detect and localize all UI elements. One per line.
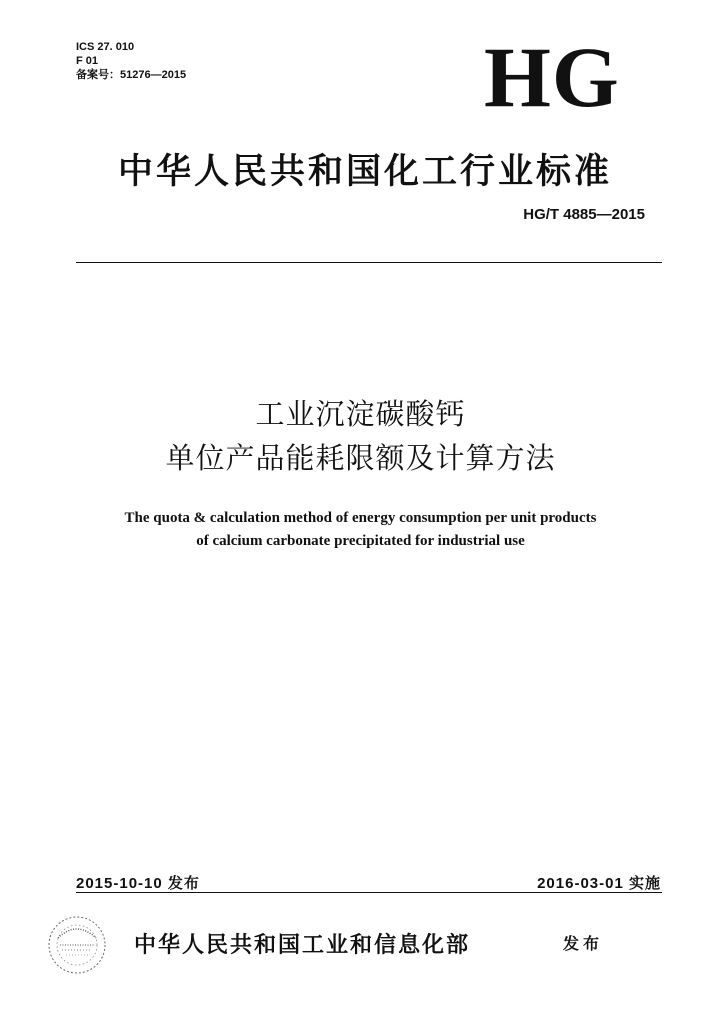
ics-code: ICS 27. 010	[76, 41, 135, 53]
implementation-date: 2016-03-01 实施	[537, 875, 661, 892]
document-title-cn-line1: 工业沉淀碳酸钙	[255, 397, 466, 431]
issue-date: 2015-10-10 发布	[76, 875, 200, 892]
document-title-en-line1: The quota & calculation method of energy consumption per unit products	[124, 510, 597, 526]
document-title-en-line2: of calcium carbonate precipitated for industrial use	[196, 533, 525, 549]
issuer-suffix: 发布	[563, 934, 604, 953]
hg-logo: HG	[484, 29, 620, 125]
top-divider	[76, 262, 662, 263]
issuer-seal-icon	[44, 912, 110, 978]
record-number: 备案号：51276—2015	[76, 69, 187, 81]
ccs-code: F 01	[76, 55, 99, 67]
bottom-divider	[76, 892, 662, 893]
standard-number: HG/T 4885—2015	[523, 206, 645, 223]
document-title-cn-line2: 单位产品能耗限额及计算方法	[165, 441, 556, 475]
issuer-name: 中华人民共和国工业和信息化部	[134, 932, 471, 958]
standard-type-title: 中华人民共和国化工行业标准	[117, 151, 612, 192]
classification-block	[76, 40, 186, 82]
